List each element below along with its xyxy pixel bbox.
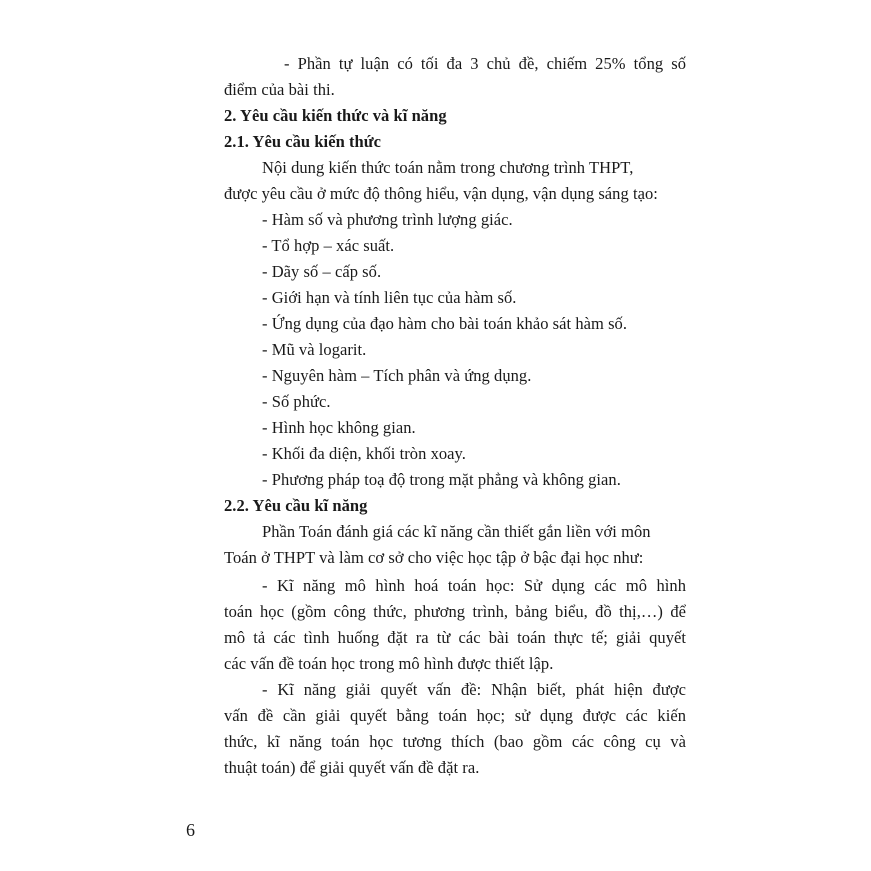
skill-problem-solving-line-2: vấn đề cần giải quyết bằng toán học; sử dụng được các kiến [224, 706, 686, 725]
list-item: - Mũ và logarit. [262, 340, 367, 359]
list-item: - Hình học không gian. [262, 418, 416, 437]
skills-intro-line-2: Toán ở THPT và làm cơ sở cho việc học tập ở bậc đại học như: [224, 548, 644, 567]
skill-problem-solving-line-4: thuật toán) để giải quyết vấn đề đặt ra. [224, 758, 480, 777]
skill-modeling-line-4: các vấn đề toán học trong mô hình được thiết lập. [224, 654, 554, 673]
intro-line-2: điểm của bài thi. [224, 80, 335, 99]
skill-problem-solving-line-3: thức, kĩ năng toán học tương thích (bao gồm các công cụ và [224, 732, 686, 751]
list-item: - Phương pháp toạ độ trong mặt phẳng và không gian. [262, 470, 621, 489]
list-item: - Giới hạn và tính liên tục của hàm số. [262, 288, 517, 307]
section-2-2-heading: 2.2. Yêu cầu kĩ năng [224, 496, 368, 515]
page-number: 6 [186, 820, 195, 840]
skills-intro-line-1: Phần Toán đánh giá các kĩ năng cần thiết gắn liền với môn [262, 522, 651, 541]
list-item: - Dãy số – cấp số. [262, 262, 382, 281]
knowledge-intro-line-2: được yêu cầu ở mức độ thông hiểu, vận dụng, vận dụng sáng tạo: [224, 184, 658, 203]
skill-modeling-line-3: mô tả các tình huống đặt ra từ các bài toán thực tế; giải quyết [224, 628, 686, 647]
section-2-heading: 2. Yêu cầu kiến thức và kĩ năng [224, 106, 447, 125]
section-2-1-heading: 2.1. Yêu cầu kiến thức [224, 132, 382, 151]
skill-problem-solving-line-1: - Kĩ năng giải quyết vấn đề: Nhận biết, phát hiện được [262, 680, 686, 699]
list-item: - Hàm số và phương trình lượng giác. [262, 210, 513, 229]
knowledge-intro-line-1: Nội dung kiến thức toán nằm trong chương trình THPT, [262, 158, 634, 177]
skill-modeling-line-2: toán học (gồm công thức, phương trình, bảng biểu, đồ thị,…) để [224, 602, 686, 621]
list-item: - Nguyên hàm – Tích phân và ứng dụng. [262, 366, 532, 385]
intro-line-1: - Phần tự luận có tối đa 3 chủ đề, chiếm 25% tổng số [284, 54, 686, 73]
list-item: - Số phức. [262, 392, 331, 411]
list-item: - Tổ hợp – xác suất. [262, 236, 395, 255]
skill-modeling-line-1: - Kĩ năng mô hình hoá toán học: Sử dụng các mô hình [262, 576, 686, 595]
list-item: - Ứng dụng của đạo hàm cho bài toán khảo sát hàm số. [262, 314, 628, 333]
list-item: - Khối đa diện, khối tròn xoay. [262, 444, 466, 463]
